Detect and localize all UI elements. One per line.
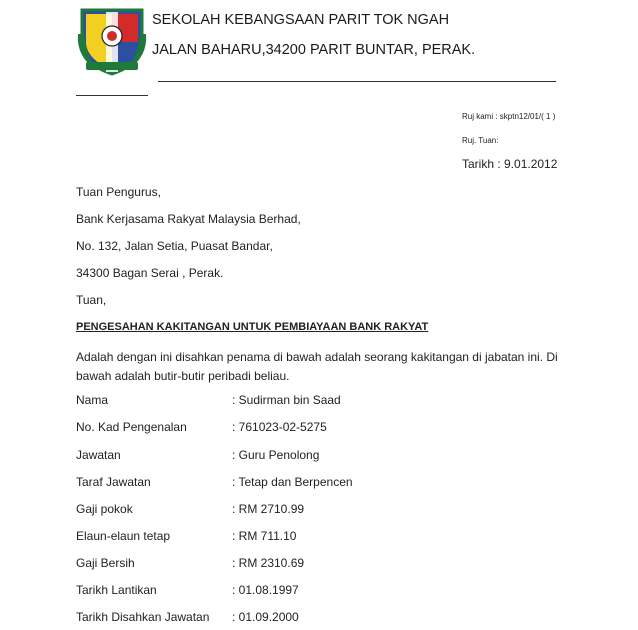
field-value-elaun-tetap: : RM 711.10 — [232, 529, 297, 543]
salutation: Tuan, — [76, 293, 107, 307]
intro-paragraph: Adalah dengan ini disahkan penama di bawah adalah seorang kakitangan di jabatan ini. Di bawah adalah butir-butir peribadi beliau. — [76, 350, 558, 383]
reference-ruj-kami: Ruj kami : skptn12/01/( 1 ) — [462, 112, 556, 121]
school-name: SEKOLAH KEBANGSAAN PARIT TOK NGAH — [152, 12, 450, 28]
field-value-gaji-bersih: : RM 2310.69 — [232, 556, 305, 570]
recipient-line-4: 34300 Bagan Serai , Perak. — [76, 266, 224, 280]
field-label-taraf-jawatan: Taraf Jawatan — [76, 475, 151, 489]
field-label-jawatan: Jawatan — [76, 448, 121, 462]
field-value-tarikh-lantikan: : 01.08.1997 — [232, 583, 299, 597]
field-label-nama: Nama — [76, 393, 109, 407]
reference-ruj-tuan: Ruj. Tuan: — [462, 136, 499, 145]
header-divider-line-continuation — [76, 95, 148, 96]
school-crest-logo — [76, 4, 148, 78]
letter-date: Tarikh : 9.01.2012 — [462, 157, 558, 171]
school-address: JALAN BAHARU,34200 PARIT BUNTAR, PERAK. — [152, 42, 476, 58]
field-label-tarikh-disahkan: Tarikh Disahkan Jawatan — [76, 610, 210, 624]
field-label-elaun-tetap: Elaun-elaun tetap — [76, 529, 171, 543]
field-value-nama: : Sudirman bin Saad — [232, 393, 341, 407]
field-value-tarikh-disahkan: : 01.09.2000 — [232, 610, 299, 624]
field-label-gaji-pokok: Gaji pokok — [76, 502, 133, 516]
field-value-gaji-pokok: : RM 2710.99 — [232, 502, 305, 516]
field-value-taraf-jawatan: : Tetap dan Berpencen — [232, 475, 353, 489]
letter-subject: PENGESAHAN KAKITANGAN UNTUK PEMBIAYAAN BANK RAKYAT — [76, 321, 429, 333]
field-label-gaji-bersih: Gaji Bersih — [76, 556, 135, 570]
field-value-jawatan: : Guru Penolong — [232, 448, 320, 462]
crest-center-dot — [107, 31, 117, 41]
field-value-kad-pengenalan: : 761023-02-5275 — [232, 420, 327, 434]
header-divider-line — [158, 81, 556, 82]
field-label-kad-pengenalan: No. Kad Pengenalan — [76, 420, 187, 434]
crest-ribbon — [86, 62, 138, 70]
recipient-line-2: Bank Kerjasama Rakyat Malaysia Berhad, — [76, 212, 301, 226]
field-label-tarikh-lantikan: Tarikh Lantikan — [76, 583, 157, 597]
recipient-line-3: No. 132, Jalan Setia, Puasat Bandar, — [76, 239, 273, 253]
recipient-line-1: Tuan Pengurus, — [76, 185, 161, 199]
